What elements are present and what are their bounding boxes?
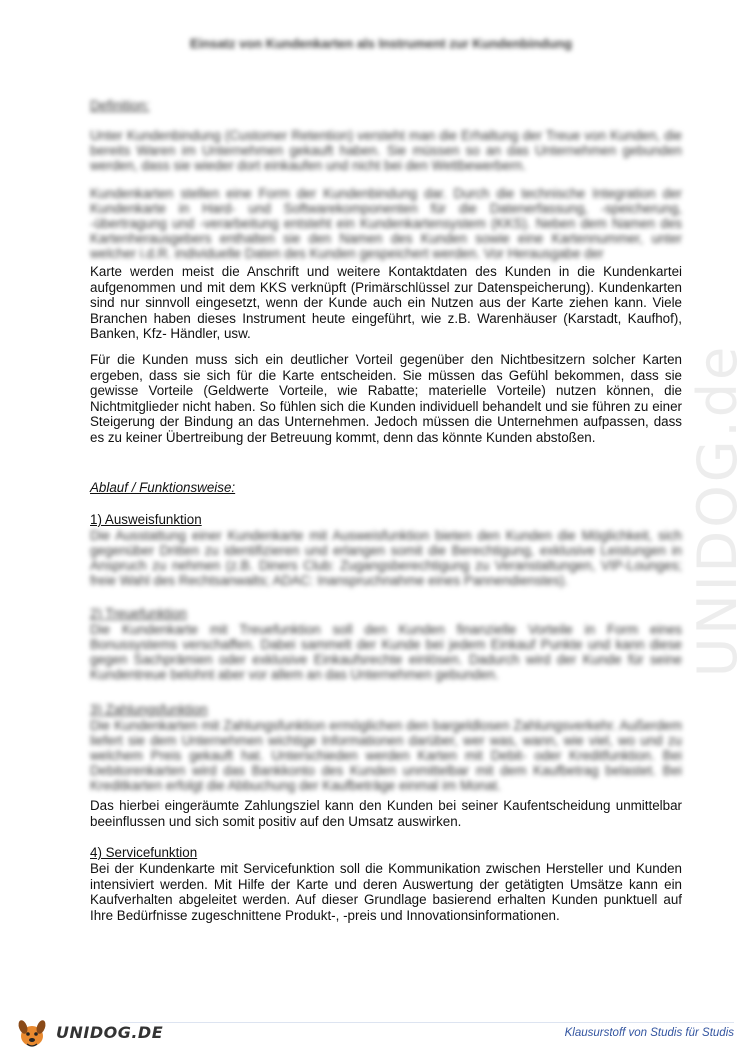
footer-divider <box>120 1022 734 1023</box>
zahlungsfunktion-visible-text: Das hierbei eingeräumte Zahlungsziel kann den Kunden bei seiner Kaufentscheidung unmittelbar beeinflussen und sich somit positiv auf den Umsatz auswirken. <box>90 798 682 829</box>
dog-logo-icon <box>14 1014 50 1050</box>
servicefunktion-heading: 4) Servicefunktion <box>90 845 198 860</box>
footer-brand: UNIDOG.DE <box>56 1022 164 1042</box>
ausweisfunktion-heading: 1) Ausweisfunktion <box>90 512 202 527</box>
paragraph-kundenkarten: Karte werden meist die Anschrift und weitere Kontaktdaten des Kunden in die Kundenkartei aufgenommen und mit dem KKS verknüpft (Primärschlüssel zur Datenspeicherung). Kundenkarten sind nur sinnvoll eingesetzt, wenn der Kunde auch ein Nutzen aus der Karte ziehen kann. Viele Branchen haben dieses Instrument heute eingeführt, wie z.B. Warenhäuser (Karstadt, Kaufhof), Banken, Kfz- Händler, usw. <box>90 264 682 342</box>
paragraph-kundenkarten-blurred: Kundenkarten stellen eine Form der Kundenbindung dar. Durch die technische Integration der Kundenkarte in Hard- und Softwarekomponenten für die Datenerfassung, -speicherung, -übertragung und -verarbeitung entsteht ein Kundenkartensystem (KKS). Neben dem Namen des Kartenherausgebers enthalten sie den Namen des Kunden sowie eine Kartennummer, unter welcher i.d.R. individuelle Daten des Kunden gespeichert werden. Vor Herausgabe der <box>90 186 682 261</box>
treuefunktion-text: Die Kundenkarte mit Treuefunktion soll den Kunden finanzielle Vorteile in Form eines Bonussystems verschaffen. Dabei sammelt der Kunde bei jedem Einkauf Punkte und kann diese gegen Sachprämien oder exklusive Einkaufsrechte einlösen. Dadurch wird der Kunde für seine Kundentreue belohnt aber vor allem an das Unternehmen gebunden. <box>90 622 682 682</box>
ablauf-heading: Ablauf / Funktionsweise: <box>90 480 236 495</box>
paragraph-vorteile: Für die Kunden muss sich ein deutlicher Vorteil gegenüber den Nichtbesitzern solcher Karten ergeben, dass sie sich für die Karte entscheiden. Sie müssen das Gefühl bekommen, dass sie gewisse Vorteile (Geldwerte Vorteile, wie Rabatte; materielle Vorteile) nutzen können, die Nichtmitglieder nicht haben. So fühlen sich die Kunden individuell behandelt und sie führen zu einer Steigerung der Bindung an das Unternehmen. Jedoch müssen die Unternehmen aufpassen, dass es zu keiner Übertreibung der Betreuung kommt, denn das könnte Kunden abstoßen. <box>90 352 682 445</box>
watermark-text: UNIDOG.de <box>686 343 750 677</box>
zahlungsfunktion-heading: 3) Zahlungsfunktion <box>90 702 208 717</box>
paragraph-definition: Unter Kundenbindung (Customer Retention) versteht man die Erhaltung der Treue von Kunden, die bereits Waren im Unternehmen gekauft haben. Sie müssen so an das Unternehmen gebunden werden, dass sie wieder dort einkaufen und nicht bei den Wettbewerbern. <box>90 128 682 173</box>
servicefunktion-text: Bei der Kundenkarte mit Servicefunktion soll die Kommunikation zwischen Hersteller und Kunden intensiviert werden. Mit Hilfe der Karte und deren Auswertung der getätigten Umsätze kann ein Kaufverhalten abgeleitet werden. Auf dieser Grundlage basierend erhalten Kunden punktuell auf Ihre Bedürfnisse zugeschnittene Produkt-, -preis und Innovationsinformationen. <box>90 861 682 923</box>
footer-logo[interactable] <box>14 1012 163 1052</box>
definition-heading: Definition: <box>90 98 150 113</box>
watermark <box>688 280 748 740</box>
ausweisfunktion-text: Die Ausstattung einer Kundenkarte mit Ausweisfunktion bieten den Kunden die Möglichkeit, sich gegenüber Dritten zu identifizieren und erlangen somit die Berechtigung, exklusive Leistungen in Anspruch zu nehmen (z.B. Diners Club: Zugangsberechtigung zu Veranstaltungen, VIP-Lounges; freie Wahl des Rechtsanwalts; ADAC: Inanspruchnahme eines Pannendienstes). <box>90 528 682 588</box>
zahlungsfunktion-text: Die Kundenkarten mit Zahlungsfunktion ermöglichen den bargeldlosen Zahlungsverkehr. Außerdem liefert sie dem Unternehmen wichtige Informationen darüber, wer was, wann, wie viel, wo und zu welchem Preis gekauft hat. Unterschieden werden Karten mit Debit- oder Kreditfunktion. Bei Debitorenkarten wird das Bankkonto des Kunden unmittelbar mit dem Kaufbetrag belastet. Bei Kreditkarten erfolgt die Abbuchung der Kaufbeträge einmal im Monat. <box>90 718 682 793</box>
treuefunktion-heading: 2) Treuefunktion <box>90 606 187 621</box>
document-title: Einsatz von Kundenkarten als Instrument zur Kundenbindung <box>189 36 573 51</box>
footer-tagline: Klausurstoff von Studis für Studis <box>564 1027 734 1039</box>
